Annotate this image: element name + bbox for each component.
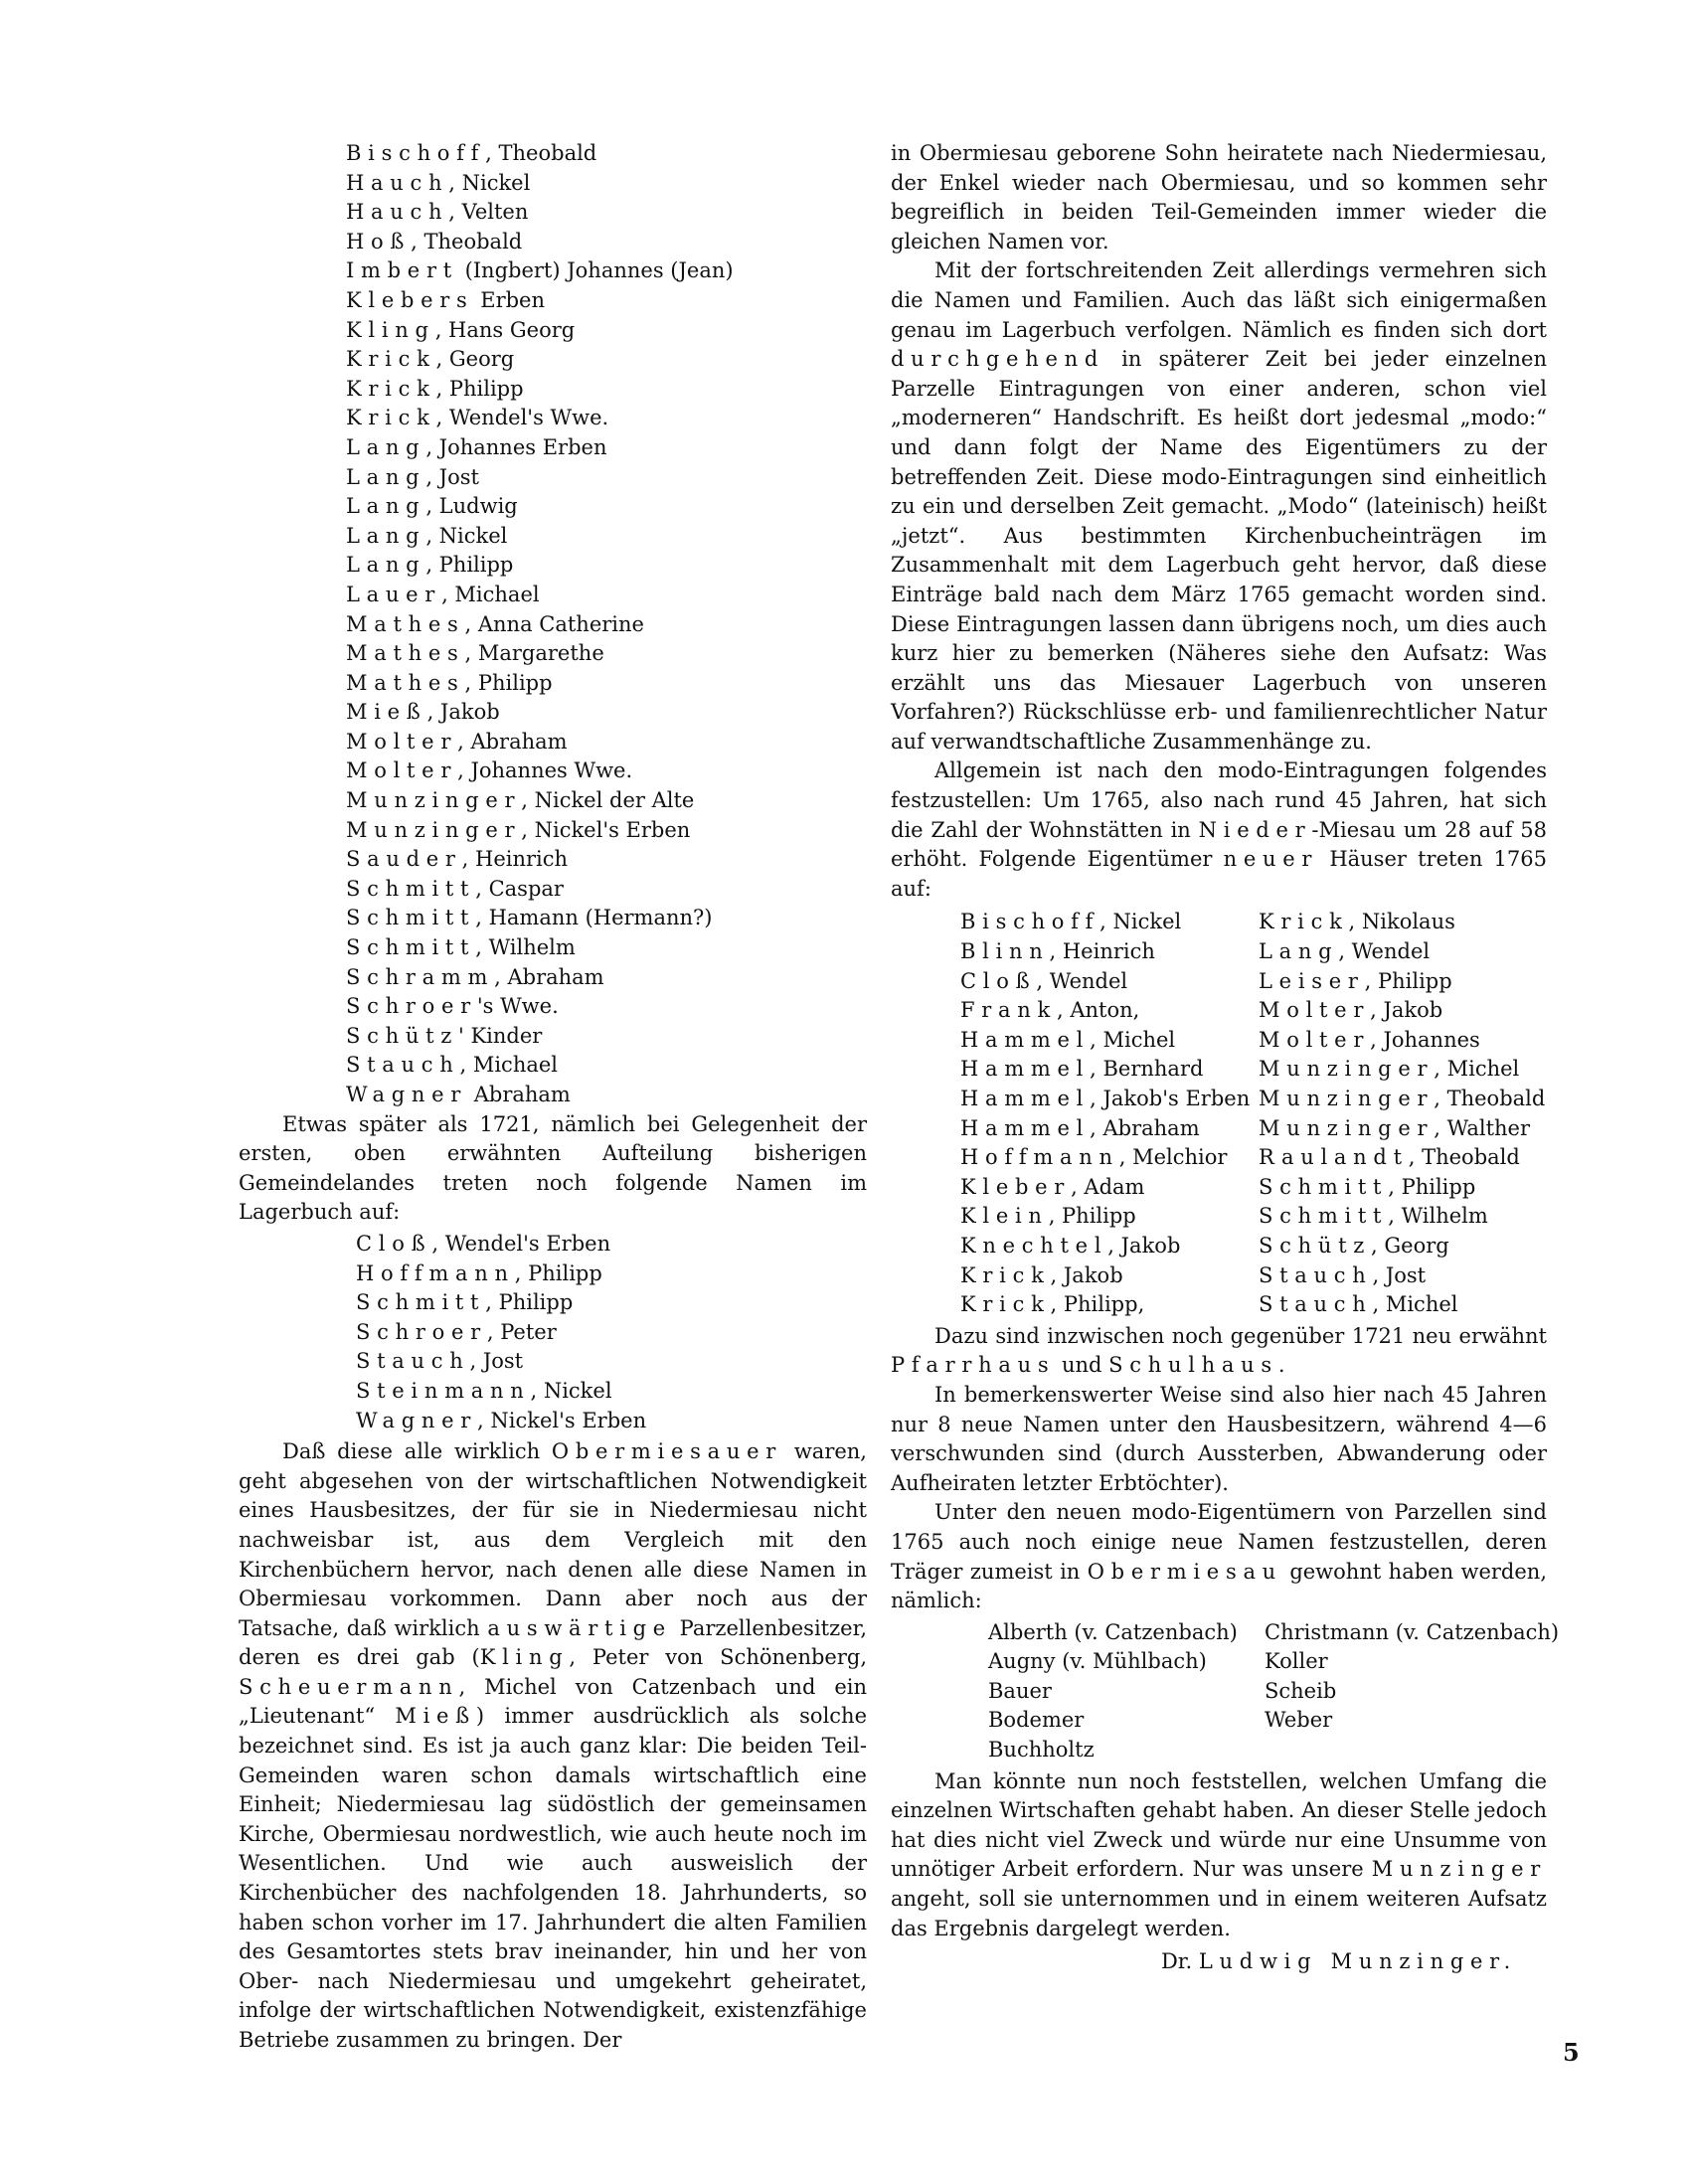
surname: Lang <box>346 464 426 489</box>
new-name-entry-right <box>1265 1736 1563 1765</box>
emphasis-obermiesau: Obermiesau <box>1087 1559 1282 1584</box>
surname: Schroer <box>356 1319 487 1344</box>
surname: Bischoff <box>346 141 486 165</box>
owner-entry-left: Frank, Anton, <box>960 998 1140 1023</box>
surname: Schmitt <box>346 935 476 960</box>
surname: Hammel <box>960 1057 1091 1082</box>
surname: Krick <box>960 1262 1051 1287</box>
surname: Leiser <box>1259 968 1365 993</box>
surname: Schmitt <box>346 876 476 901</box>
name-entry: Mathes, Philipp <box>346 670 553 695</box>
surname: Hoffmann <box>356 1260 515 1285</box>
name-entry: Bischoff, Theobald <box>346 141 597 165</box>
new-name-entry-right: Christmann (v. Catzenbach) <box>1265 1619 1560 1644</box>
paragraph-1765-summary: Allgemein ist nach den modo-Eintragungen folgendes festzustellen: Um 1765, also nach rund 45 Jahren, hat sich die Zahl der Wohnstätten in Nieder-Miesau um 28 auf 58 erhöht. Folgende Eigentümer neuer Häuser treten 1765 auf: <box>891 758 1548 901</box>
paragraph-new-names-count: In bemerkenswerter Weise sind also hier nach 45 Jahren nur 8 neue Namen unter den Hausbesitzern, während 4—6 verschwunden sind (durch Aussterben, Abwanderung oder Aufheiraten letzter Erbtöchter). <box>891 1382 1547 1495</box>
owners-1765-list <box>891 908 1547 1319</box>
owner-entry-right: Schmitt, Philipp <box>1259 1174 1476 1199</box>
name-entry: Wagner Abraham <box>346 1083 571 1106</box>
surname: Stauch <box>356 1349 470 1374</box>
new-name-entry-right: Koller <box>1265 1649 1328 1674</box>
surname: Lang <box>346 434 426 459</box>
surname: Schmitt <box>356 1290 486 1315</box>
new-name-entry-left: Bauer <box>988 1678 1052 1703</box>
surname: Munzinger <box>1259 1115 1435 1140</box>
name-entry: Schroer, Peter <box>356 1319 557 1344</box>
name-entry: Krick, Georg <box>346 347 515 372</box>
name-entry: Cloß, Wendel's Erben <box>356 1231 611 1256</box>
owner-entry-left: Kleber, Adam <box>960 1174 1145 1199</box>
surname: Stauch <box>346 1053 460 1078</box>
name-entry: Lang, Nickel <box>346 523 508 548</box>
name-entry: Krick, Philipp <box>346 376 524 401</box>
paragraph-pfarrhaus-schulhaus: Dazu sind inzwischen noch gegenüber 1721 neu erwähnt Pfarrhaus und Schulhaus. <box>891 1323 1547 1378</box>
name-entry: Schmitt, Wilhelm <box>346 935 576 960</box>
surname: Mieß <box>346 700 427 725</box>
name-entry: Molter, Abraham <box>346 729 568 754</box>
owner-entry-right: Munzinger, Walther <box>1259 1115 1531 1140</box>
surname: Schramm <box>346 964 495 989</box>
owner-entry-right: Munzinger, Michel <box>1259 1057 1520 1082</box>
name-entry: Hoß, Theobald <box>346 229 523 253</box>
paragraph-modo-entries: Mit der fortschreitenden Zeit allerdings vermehren sich die Namen und Familien. Auch das läßt sich einigermaßen genau im Lagerbuch verfolgen. Nämlich es finden sich dort durchgehend in späterer Zeit bei jeder einzelnen Parzelle Eintragungen von einer anderen, schon viel „moderneren“ Handschrift. Es heißt dort jedesmal „modo:“ und dann folgt der Name des Eigentümers zu der betreffenden Zeit. Diese modo-Eintragungen sind einheitlich zu ein und derselben Zeit gemacht. „Modo“ (lateinisch) heißt „jetzt“. Aus bestimmten Kirchenbucheinträgen im Zusammenhalt mit dem Lagerbuch geht hervor, daß diese Einträge bald nach dem März 1765 gemacht worden sind. Diese Eintragungen lassen dann übrigens noch, um dies auch kurz hier zu bemerken (Näheres siehe den Aufsatz: Was erzählt uns das Miesauer Lagerbuch von unseren Vorfahren?) Rückschlüsse erb- und familienrechtlicher Natur auf verwandtschaftliche Zusammenhänge zu. <box>891 258 1547 754</box>
surname: Mathes <box>346 611 465 636</box>
emphasis-neuer: neuer <box>1223 847 1319 872</box>
owner-entry-right: Molter, Jakob <box>1259 998 1443 1023</box>
name-entry: Lang, Ludwig <box>346 494 518 519</box>
surname: Munzinger <box>1259 1087 1435 1110</box>
name-entry: Hauch, Nickel <box>346 170 531 195</box>
surname: Krick <box>346 347 436 372</box>
right-column <box>891 139 1560 1977</box>
owner-entry-left: Krick, Philipp, <box>960 1292 1145 1317</box>
emphasis-schulhaus: Schulhaus <box>1108 1353 1278 1378</box>
surname: Schmitt <box>1259 1204 1389 1229</box>
owner-entry-left: Cloß, Wendel <box>960 968 1128 993</box>
owner-entry-right: Stauch, Michel <box>1259 1292 1458 1317</box>
surname: Lang <box>346 553 426 578</box>
names-later-list <box>239 1230 867 1435</box>
surname: Kling <box>346 317 435 342</box>
surname: Mathes <box>346 670 465 695</box>
name-entry: Stauch, Michael <box>346 1053 559 1078</box>
new-name-entry-right: Weber <box>1265 1708 1333 1733</box>
owner-entry-left: Klein, Philipp <box>960 1204 1136 1229</box>
name-entry: Hoffmann, Philipp <box>356 1260 602 1285</box>
surname: Cloß <box>356 1231 432 1256</box>
new-name-entry-right: Scheib <box>1265 1678 1337 1703</box>
owner-entry-right: Raulandt, Theobald <box>1259 1145 1520 1170</box>
name-entry: Mieß, Jakob <box>346 700 500 725</box>
name-entry: Molter, Johannes Wwe. <box>346 758 633 783</box>
emphasis-miess: Mieß <box>395 1704 476 1729</box>
name-entry: Schmitt, Hamann (Hermann?) <box>346 906 713 930</box>
owner-entry-left: Hammel, Abraham <box>960 1115 1200 1140</box>
name-entry: Hauch, Velten <box>346 200 529 225</box>
name-entry: Munzinger, Nickel der Alte <box>346 788 695 813</box>
owner-entry-left: Hammel, Bernhard <box>960 1057 1204 1082</box>
name-entry: Schmitt, Philipp <box>356 1290 574 1315</box>
owner-entry-left: Bischoff, Nickel <box>960 910 1182 934</box>
names-1721-list <box>239 139 867 1110</box>
new-name-entry-left: Augny (v. Mühlbach) <box>988 1649 1207 1674</box>
name-entry: Krick, Wendel's Wwe. <box>346 406 609 430</box>
name-entry: Klebers Erben <box>346 287 546 312</box>
surname: Krick <box>346 406 436 430</box>
surname: Schütz <box>1259 1233 1372 1258</box>
name-entry: Mathes, Margarethe <box>346 641 604 666</box>
name-entry: Schramm, Abraham <box>346 964 604 989</box>
owner-entry-right: Stauch, Jost <box>1259 1262 1427 1287</box>
surname: Schmitt <box>346 906 476 930</box>
name-entry: Imbert (Ingbert) Johannes (Jean) <box>346 258 734 283</box>
name-entry: Munzinger, Nickel's Erben <box>346 817 691 842</box>
surname: Lang <box>346 523 426 548</box>
owner-entry-right: Molter, Johannes <box>1259 1027 1480 1052</box>
paragraph-closing: Man könnte nun noch feststellen, welchen Umfang die einzelnen Wirtschaften gehabt haben. An dieser Stelle jedoch hat dies nicht viel Zweck und würde nur eine Unsumme von unnötiger Arbeit erfordern. Nur was unsere Munzinger angeht, soll sie unternommen und in einem weiteren Aufsatz das Ergebnis dargelegt werden. <box>891 1768 1547 1940</box>
surname: Frank <box>960 998 1057 1023</box>
surname: Kleber <box>960 1174 1072 1199</box>
owner-entry-right: Schmitt, Wilhelm <box>1259 1204 1488 1229</box>
surname: Cloß <box>960 968 1037 993</box>
name-entry: Kling, Hans Georg <box>346 317 576 342</box>
surname: Krick <box>1259 910 1349 934</box>
name-entry: Steinmann, Nickel <box>356 1378 612 1403</box>
surname: Hammel <box>960 1087 1091 1110</box>
surname: Munzinger <box>1259 1057 1435 1082</box>
surname: Molter <box>346 729 458 754</box>
surname: Knechtel <box>960 1233 1108 1258</box>
name-entry: Lang, Johannes Erben <box>346 434 607 459</box>
page-number: 5 <box>1563 2038 1580 2067</box>
owner-entry-left: Krick, Jakob <box>960 1262 1123 1287</box>
surname: Wagner <box>356 1408 478 1432</box>
surname: Raulandt <box>1259 1145 1409 1170</box>
name-entry: Lauer, Michael <box>346 582 540 606</box>
surname: Molter <box>1259 1027 1371 1052</box>
name-entry: Lang, Jost <box>346 464 479 489</box>
surname: Stauch <box>1259 1292 1373 1317</box>
owner-entry-right: Lang, Wendel <box>1259 939 1431 964</box>
name-entry: Schroer's Wwe. <box>346 994 559 1019</box>
new-names-list <box>891 1618 1560 1765</box>
emphasis-munzinger: Munzinger <box>1371 1857 1547 1882</box>
name-entry: Schmitt, Caspar <box>346 876 564 901</box>
surname: Schütz <box>346 1023 459 1048</box>
owner-entry-left: Blinn, Heinrich <box>960 939 1155 964</box>
surname: Sauder <box>346 847 462 872</box>
surname: Imbert <box>346 258 458 283</box>
name-entry: Lang, Philipp <box>346 553 514 578</box>
paragraph-continuation: in Obermiesau geborene Sohn heiratete nach Niedermiesau, der Enkel wieder nach Obermiesau, und so kommen sehr begreiflich in beiden Teil-Gemeinden immer wieder die gleichen Namen vor. <box>891 141 1547 253</box>
surname: Stauch <box>1259 1262 1373 1287</box>
owner-entry-left: Knechtel, Jakob <box>960 1233 1181 1258</box>
emphasis-nieder: Nieder <box>1198 817 1312 842</box>
surname: Mathes <box>346 641 465 666</box>
surname: Lang <box>346 494 426 519</box>
emphasis-pfarrhaus: Pfarrhaus <box>891 1353 1056 1378</box>
author-signature: Dr. Ludwig Munzinger. <box>1160 1949 1517 1974</box>
surname: Klebers <box>346 287 474 312</box>
owner-entry-right: Krick, Nikolaus <box>1259 910 1455 934</box>
surname: Schroer <box>346 994 477 1019</box>
surname: Munzinger <box>346 817 522 842</box>
surname: Munzinger <box>346 788 522 813</box>
name-entry: Stauch, Jost <box>356 1349 524 1374</box>
new-name-entry-left: Bodemer <box>988 1708 1085 1733</box>
owner-entry-right: Schütz, Georg <box>1259 1233 1449 1258</box>
name-entry: Sauder, Heinrich <box>346 847 569 872</box>
surname: Hammel <box>960 1027 1091 1052</box>
emphasis-kling: Kling <box>479 1645 570 1670</box>
surname: Wagner <box>346 1083 468 1106</box>
surname: Molter <box>346 758 458 783</box>
owner-entry-right: Leiser, Philipp <box>1259 968 1452 993</box>
surname: Steinmann <box>356 1378 531 1403</box>
surname: Klein <box>960 1204 1049 1229</box>
surname: Lauer <box>346 582 442 606</box>
paragraph-later-names-intro: Etwas später als 1721, nämlich bei Gelegenheit der ersten, oben erwähnten Aufteilung bisherigen Gemeindelandes treten noch folgende Namen im Lagerbuch auf: <box>239 1111 867 1225</box>
surname: Hauch <box>346 170 449 195</box>
emphasis-scheuermann: Scheuermann <box>239 1674 459 1699</box>
name-entry: Mathes, Anna Catherine <box>346 611 644 636</box>
surname: Hoffmann <box>960 1145 1119 1170</box>
new-name-entry-left: Buchholtz <box>988 1738 1095 1763</box>
paragraph-obermiesauer: Daß diese alle wirklich Obermiesauer waren, geht abgesehen von der wirtschaftlichen Notwendigkeit eines Hausbesitzes, der für sie in Niedermiesau nicht nachweisbar ist, aus dem Vergleich mit den Kirchenbüchern hervor, nach denen alle diese Namen in Obermiesau vorkommen. Dann aber noch aus der Tatsache, daß wirklich auswärtige Parzellenbesitzer, deren es drei gab (Kling, Peter von Schönenberg, Scheuermann, Michel von Catzenbach und ein „Lieutenant“ Mieß) immer ausdrücklich als solche bezeichnet sind. Es ist ja auch ganz klar: Die beiden Teil-Gemeinden waren schon damals wirtschaftlich eine Einheit; Niedermiesau lag südöstlich der gemeinsamen Kirche, Obermiesau nordwestlich, wie auch heute noch im Wesentlichen. Und wie auch ausweislich der Kirchenbücher des nachfolgenden 18. Jahrhunderts, so haben schon vorher im 17. Jahrhundert die alten Familien des Gesamtortes stets brav ineinander, hin und her von Ober- nach Niedermiesau und umgekehrt geheiratet, infolge der wirtschaftlichen Notwendigkeit, existenzfähige Betriebe zusammen zu bringen. Der <box>239 1439 868 2052</box>
surname: Schmitt <box>1259 1174 1389 1199</box>
emphasis-auswaertige: auswärtige <box>487 1615 672 1640</box>
surname: Blinn <box>960 939 1050 964</box>
owner-entry-right: Munzinger, Theobald <box>1259 1087 1546 1110</box>
left-column <box>239 139 867 2056</box>
surname: Krick <box>960 1292 1051 1317</box>
surname: Hoß <box>346 229 412 253</box>
surname: Bischoff <box>960 910 1100 934</box>
owner-entry-left: Hammel, Michel <box>960 1027 1176 1052</box>
emphasis-durchgehend: durchgehend <box>891 347 1105 372</box>
new-name-entry-left: Alberth (v. Catzenbach) <box>988 1619 1238 1644</box>
name-entry: Wagner, Nickel's Erben <box>356 1408 647 1432</box>
paragraph-new-modo-owners: Unter den neuen modo-Eigentümern von Parzellen sind 1765 auch noch einige neue Namen festzustellen, deren Träger zumeist in Obermiesau gewohnt haben werden, nämlich: <box>891 1500 1547 1613</box>
surname: Hammel <box>960 1115 1091 1140</box>
surname: Hauch <box>346 200 449 225</box>
surname: Molter <box>1259 998 1371 1023</box>
name-entry: Schütz' Kinder <box>346 1023 543 1048</box>
surname: Krick <box>346 376 436 401</box>
owner-entry-left: Hoffmann, Melchior <box>960 1145 1228 1170</box>
emphasis-obermiesauer: Obermiesauer <box>551 1439 783 1464</box>
owner-entry-left: Hammel, Jakob's Erben <box>960 1087 1251 1110</box>
surname: Lang <box>1259 939 1339 964</box>
